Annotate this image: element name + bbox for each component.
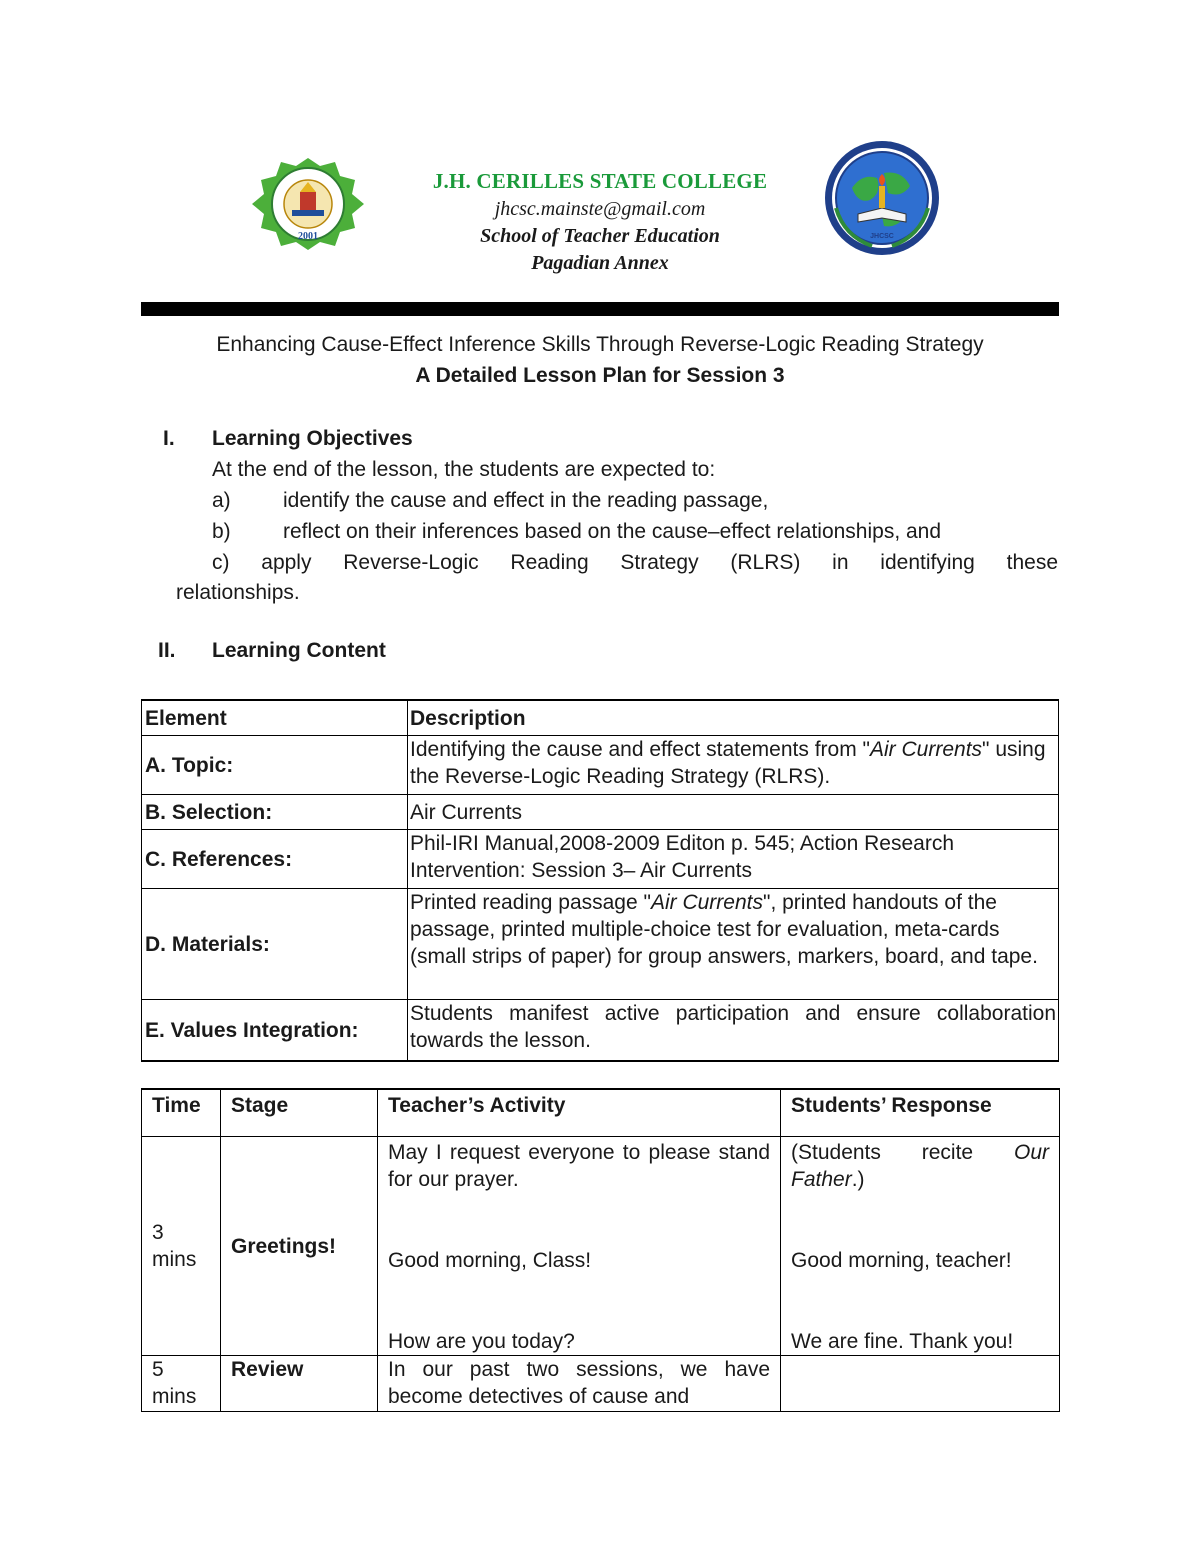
objective-word: (RLRS) [730,551,801,574]
stage-cell: Review [221,1356,378,1412]
objective-word: Strategy [620,551,699,574]
svg-text:2001: 2001 [298,231,318,242]
table-row [142,1356,1060,1412]
teacher-education-seal-logo [822,138,942,258]
table-header-row [142,1089,1060,1137]
time-cell: 5 mins [142,1356,221,1412]
column-header-element: Element [142,700,408,736]
document-subtitle: A Detailed Lesson Plan for Session 3 [415,364,785,387]
objective-word: Reading [510,551,589,574]
student-line: (Students recite Our Father.) [791,1141,1049,1191]
objective-letter: c) [212,551,230,574]
table-header-row [142,700,1059,736]
objective-line-c [212,551,1058,575]
section-heading-objectives: Learning Objectives [212,427,413,450]
column-header-time: Time [142,1089,221,1137]
section-numeral-content: II. [158,639,176,662]
teacher-line: Good morning, Class! [388,1249,592,1272]
teacher-activity-cell: In our past two sessions, we have become detectives of cause and [378,1356,781,1412]
college-name: J.H. CERILLES STATE COLLEGE [432,169,768,193]
description-cell: Students manifest active participation and ensure collaboration towards the lesson. [408,1000,1059,1062]
table-row [142,830,1059,889]
header-divider [141,302,1059,316]
description-cell: Identifying the cause and effect statements from "Air Currents" using the Reverse-Logic Reading Strategy (RLRS). [408,736,1059,795]
element-cell: D. Materials: [142,889,408,1000]
student-response-cell [781,1356,1060,1412]
teacher-activity-cell [378,1137,781,1356]
college-email: jhcsc.mainste@gmail.com [494,198,706,220]
college-seal-logo [250,156,366,252]
lesson-procedure-table [141,1088,1060,1412]
column-header-teacher-activity: Teacher’s Activity [378,1089,781,1137]
teacher-line: How are you today? [388,1330,575,1353]
table-row [142,1137,1060,1356]
annex-name: Pagadian Annex [531,252,669,274]
column-header-description: Description [408,700,1059,736]
table-row [142,1000,1059,1062]
learning-content-table [141,699,1059,1062]
student-response-cell [781,1137,1060,1356]
objective-word: these [1006,551,1058,574]
table-row [142,736,1059,795]
student-line: We are fine. Thank you! [791,1330,1014,1353]
objective-text: identify the cause and effect in the reading passage, [283,489,769,512]
section-numeral-objectives: I. [163,427,175,450]
element-cell: C. References: [142,830,408,889]
objective-text: reflect on their inferences based on the cause–effect relationships, and [283,520,942,543]
document-title: Enhancing Cause-Effect Inference Skills Through Reverse-Logic Reading Strategy [216,333,984,356]
element-cell: A. Topic: [142,736,408,795]
column-header-student-response: Students’ Response [781,1089,1060,1137]
table-row [142,795,1059,830]
objectives-intro: At the end of the lesson, the students are expected to: [212,458,716,481]
description-cell: Printed reading passage "Air Currents", printed handouts of the passage, printed multiple-choice test for evaluation, meta-cards (small strips of paper) for group answers, markers, board, and tape. [408,889,1059,1000]
description-cell: Air Currents [408,795,1059,830]
stage-cell: Greetings! [221,1137,378,1356]
school-name: School of Teacher Education [480,225,720,247]
student-line: Good morning, teacher! [791,1249,1012,1272]
objective-continuation: relationships. [176,581,300,604]
section-heading-content: Learning Content [212,639,386,662]
objective-word: apply [261,551,312,574]
element-cell: E. Values Integration: [142,1000,408,1062]
table-row [142,889,1059,1000]
teacher-line: May I request everyone to please stand for our prayer. [388,1141,770,1191]
column-header-stage: Stage [221,1089,378,1137]
time-cell: 3 mins [142,1137,221,1356]
description-cell: Phil-IRI Manual,2008-2009 Editon p. 545; Action Research Intervention: Session 3– Air Currents [408,830,1059,889]
objective-letter: b) [212,520,231,543]
objective-word: Reverse-Logic [343,551,479,574]
objective-letter: a) [212,489,231,512]
objective-word: identifying [880,551,975,574]
svg-text:JHCSC: JHCSC [870,233,894,240]
element-cell: B. Selection: [142,795,408,830]
objective-word: in [832,551,849,574]
